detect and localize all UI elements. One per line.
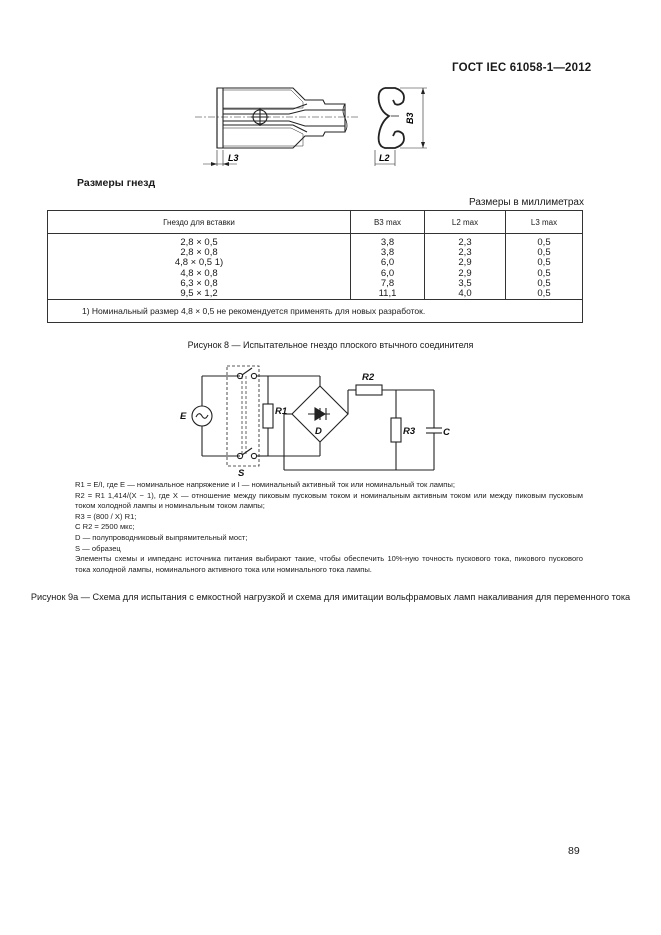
page-number: 89 xyxy=(568,845,580,857)
table-cell: 2,9 xyxy=(458,257,472,269)
cells-b3 xyxy=(351,234,425,300)
table-cell: 2,8 × 0,5 xyxy=(180,237,218,248)
cells-l3 xyxy=(506,234,583,300)
table-cell: 2,8 × 0,8 xyxy=(180,247,218,259)
table-cell: 7,8 xyxy=(380,277,395,289)
legend-c: C R2 = 2500 мкс; xyxy=(75,522,135,532)
table-cell: 3,8 xyxy=(380,247,395,259)
label-s: S xyxy=(238,468,245,478)
units-note: Размеры в миллиметрах xyxy=(469,197,584,208)
table-cell: 6,3 × 0,8 xyxy=(180,277,218,289)
table-cell: 2,3 xyxy=(458,247,472,259)
label-e: E xyxy=(180,411,187,422)
table-footnote: 1) Номинальный размер 4,8 × 0,5 не рекомендуется применять для новых разработок. xyxy=(48,300,583,323)
legend-d: D — полупроводниковый выпрямительный мост; xyxy=(75,532,248,542)
table-cell: 11,1 xyxy=(378,288,397,300)
table-cell: 9,5 × 1,2 xyxy=(180,288,218,300)
legend-r1: R1 = E/I, где E — номинальное напряжение и I — номинальный активный ток или номинальный ток лампы; xyxy=(75,480,455,489)
table-cell: 4,8 × 0,5 1) xyxy=(174,257,224,269)
label-r2: R2 xyxy=(362,372,375,383)
col-header-b3: B3 max xyxy=(351,211,425,234)
table-cell: 0,5 xyxy=(537,257,551,269)
table-header-row xyxy=(48,211,583,234)
label-b3: B3 xyxy=(405,112,415,124)
standard-designation: ГОСТ IEC 61058-1—2012 xyxy=(452,62,592,74)
legend-r2: R2 = R1 1,414/(X − 1), где X — отношение между пиковым пусковым током и номинальным активным током или между пиковым пусковым током холодной лампы и номинальным током лампы; xyxy=(75,490,583,511)
cells-socket xyxy=(48,234,351,300)
circuit-legend xyxy=(75,480,583,575)
section-title: Размеры гнезд xyxy=(77,177,156,189)
circuit-diagram xyxy=(170,360,450,478)
socket-drawing xyxy=(195,78,435,173)
table-cell: 0,5 xyxy=(537,277,551,289)
col-header-l2: L2 max xyxy=(425,211,506,234)
table-cell: 6,0 xyxy=(380,257,395,269)
table-cell: 0,5 xyxy=(537,247,551,259)
table-cell: 3,5 xyxy=(458,277,472,289)
table-cell: 0,5 xyxy=(537,237,551,248)
label-c: C xyxy=(443,427,450,438)
legend-s: S — образец xyxy=(75,543,121,553)
table-body-row xyxy=(48,234,583,300)
table-cell: 3,8 xyxy=(380,237,395,248)
label-r1: R1 xyxy=(275,406,288,417)
legend-note: Элементы схемы и импеданс источника питания выбирают такие, чтобы обеспечить 10%-ную точность пускового тока, пикового пускового тока холодной лампы, номинального активного тока или номинального тока лампы. xyxy=(75,554,583,574)
dimensions-table xyxy=(47,210,583,323)
col-header-l3: L3 max xyxy=(506,211,583,234)
figure8-caption: Рисунок 8 — Испытательное гнездо плоского втычного соединителя xyxy=(187,340,474,350)
col-header-socket: Гнездо для вставки xyxy=(48,211,351,234)
label-l2: L2 xyxy=(379,153,390,163)
table-footnote-row xyxy=(48,300,583,323)
table-cell: 6,0 xyxy=(380,267,395,279)
cells-l2 xyxy=(425,234,506,300)
table-cell: 2,3 xyxy=(458,237,472,248)
legend-r3: R3 = (800 / X) R1; xyxy=(75,511,137,521)
table-cell: 0,5 xyxy=(537,267,551,279)
table-cell: 0,5 xyxy=(537,288,551,300)
table-cell: 2,9 xyxy=(458,267,472,279)
label-l3: L3 xyxy=(228,153,239,163)
label-d: D xyxy=(315,426,322,437)
table-cell: 4,8 × 0,8 xyxy=(180,267,218,279)
table-cell: 4,0 xyxy=(458,288,472,300)
label-r3: R3 xyxy=(403,426,416,437)
figure9a-caption: Рисунок 9а — Схема для испытания с емкостной нагрузкой и схема для имитации вольфрамовых ламп накаливания для переменного тока xyxy=(30,592,631,602)
